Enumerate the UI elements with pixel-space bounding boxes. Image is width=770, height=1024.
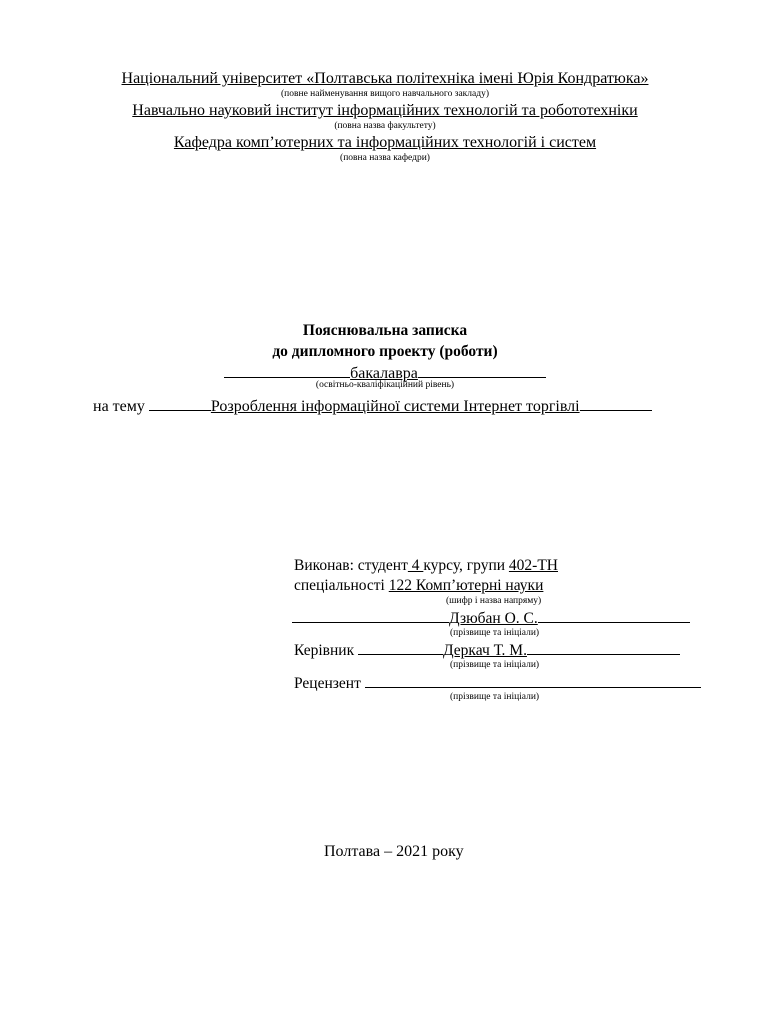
degree-caption: (освітньо-кваліфікаційний рівень) bbox=[315, 380, 455, 390]
specialty-value: 122 Комп’ютерні науки bbox=[388, 577, 544, 594]
department-caption: (повна назва кафедри) bbox=[340, 153, 430, 163]
student-line bbox=[294, 557, 558, 575]
student-label: Виконав: студент bbox=[294, 557, 408, 574]
specialty-label: спеціальності bbox=[294, 577, 389, 594]
course-value: 4 bbox=[407, 557, 424, 574]
degree-value: бакалавра bbox=[350, 365, 418, 382]
group-value: 402-ТН bbox=[508, 557, 558, 574]
reviewer-label: Рецензент bbox=[294, 675, 365, 692]
topic-line bbox=[93, 396, 652, 416]
supervisor-name: Деркач Т. М. bbox=[443, 642, 527, 659]
supervisor-label: Керівник bbox=[294, 642, 358, 659]
course-suffix: курсу, групи bbox=[423, 557, 509, 574]
student-name: Дзюбан О. С. bbox=[449, 610, 538, 627]
student-name-caption: (прізвище та ініціали) bbox=[450, 628, 540, 638]
student-name-line bbox=[292, 608, 690, 628]
topic-prefix: на тему bbox=[93, 398, 149, 415]
university-name: Національний університет «Полтавська політехніка імені Юрія Кондратюка» bbox=[121, 70, 649, 87]
supervisor-line bbox=[294, 640, 680, 660]
document-title: Пояснювальна записка bbox=[302, 322, 468, 339]
document-subtitle: до дипломного проекту (роботи) bbox=[272, 343, 498, 360]
specialty-caption: (шифр і назва напряму) bbox=[446, 596, 542, 606]
place-year: Полтава – 2021 року bbox=[324, 843, 464, 860]
department-name: Кафедра комп’ютерних та інформаційних технологій і систем bbox=[173, 134, 597, 151]
reviewer-line bbox=[294, 673, 701, 693]
topic-value: Розроблення інформаційної системи Інтернет торгівлі bbox=[210, 398, 580, 415]
specialty-line bbox=[294, 577, 543, 595]
university-caption: (повне найменування вищого навчального закладу) bbox=[281, 89, 489, 99]
institute-name: Навчально науковий інститут інформаційних технологій та робототехніки bbox=[132, 102, 638, 119]
reviewer-caption: (прізвище та ініціали) bbox=[450, 692, 540, 702]
supervisor-caption: (прізвище та ініціали) bbox=[450, 660, 540, 670]
institute-caption: (повна назва факультету) bbox=[334, 121, 436, 131]
